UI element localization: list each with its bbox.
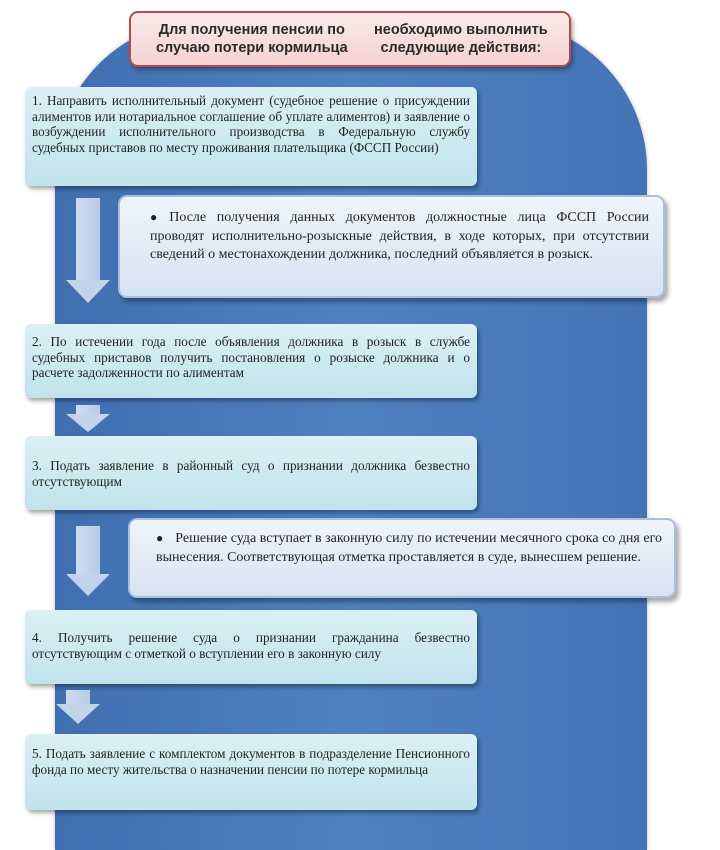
step-3-box bbox=[25, 436, 477, 510]
step-4-box bbox=[25, 610, 477, 684]
note-2-bullet: ● bbox=[156, 531, 164, 545]
note-1-box bbox=[118, 195, 665, 298]
note-2-text: Решение суда вступает в законную силу по истечении месячного срока со дня его вынесения. Соответствующая отметка проставляется в суде, вынесшем решение. bbox=[156, 531, 662, 565]
step-4-text: 4. Получить решение суда о признании гражданина безвестно отсутствующим с отметкой о вступлении его в законную силу bbox=[32, 630, 470, 661]
step-2-box bbox=[25, 324, 477, 398]
note-1-bullet: ● bbox=[150, 210, 158, 224]
step-5-box bbox=[25, 734, 477, 810]
diagram-title bbox=[129, 11, 571, 67]
step-5-text: 5. Подать заявление с комплектом документов в подразделение Пенсионного фонда по месту жительства о назначении пенсии по потере кормильца bbox=[32, 746, 470, 777]
title-line-1: Для получения пенсии по случаю потери кормильца bbox=[155, 22, 348, 56]
note-2-box bbox=[128, 518, 676, 598]
note-1-text: После получения данных документов должностные лица ФССП России проводят исполнительно-розыскные действия, в ходе которых, при отсутствии сведений о местонахождении должника, последний объявляется в розыск. bbox=[150, 210, 649, 262]
title-line-2: необходимо выполнить следующие действия: bbox=[374, 22, 548, 56]
step-2-text: 2. По истечении года после объявления должника в розыск в службе судебных приставов получить постановления о розыске должника и о расчете задолженности по алиментам bbox=[32, 334, 470, 380]
step-3-text: 3. Подать заявление в районный суд о признании должника безвестно отсутствующим bbox=[32, 458, 470, 489]
step-1-text: 1. Направить исполнительный документ (судебное решение о присуждении алиментов или нотариальное соглашение об уплате алиментов) и заявление о возбуждении исполнительного производства в Федеральную службу судебных приставов по месту проживания плательщика (ФССП России) bbox=[32, 93, 470, 155]
step-1-box bbox=[25, 87, 477, 186]
